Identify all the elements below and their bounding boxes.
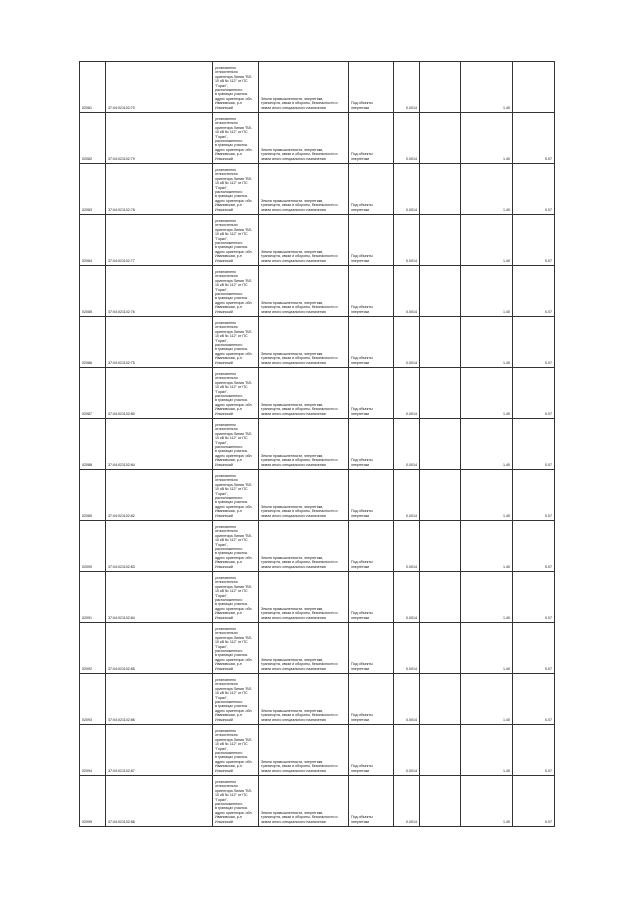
table-row [80,521,555,572]
tax-value-cell: 0.07 [513,368,555,419]
location-description-cell: установлено относительно ориентира Линия "ВЛ- 10 кВ № 112" от ПС "Горки", расположенного в границах участка. адрес ориентира: обл. Ивановская, р-н Ильинский [213,572,259,623]
empty-value-cell [420,164,461,215]
table-row [80,419,555,470]
location-description-cell: установлено относительно ориентира Линия "ВЛ- 10 кВ № 112" от ПС "Горки", расположенного в границах участка. адрес ориентира: обл. Ивановская, р-н Ильинский [213,266,259,317]
table-row [80,674,555,725]
row-number-cell: 02087 [80,368,106,419]
rate-value-cell: 1.40 [461,674,513,725]
row-number-cell: 02092 [80,623,106,674]
location-description-cell: установлено относительно ориентира Линия "ВЛ- 10 кВ № 112" от ПС "Горки", расположенного в границах участка. адрес ориентира: обл. Ивановская, р-н Ильинский [213,674,259,725]
cadastral-number-cell: 37:04:021102:86 [106,674,213,725]
permitted-use-cell: Под объекты энергетики [349,215,394,266]
cadastral-number-cell: 37:04:021102:75 [106,317,213,368]
location-description-cell: установлено относительно ориентира Линия "ВЛ- 10 кВ № 112" от ПС "Горки", расположенного в границах участка. адрес ориентира: обл. Ивановская, р-н Ильинский [213,470,259,521]
cadastral-number-cell: 37:04:021102:88 [106,776,213,827]
rate-value-cell: 1.40 [461,368,513,419]
permitted-use-cell: Под объекты энергетики [349,113,394,164]
rate-value-cell: 1.40 [461,62,513,113]
rate-value-cell: 1.40 [461,419,513,470]
table-row [80,164,555,215]
tax-value-cell: 0.07 [513,470,555,521]
table-row [80,368,555,419]
location-description-cell: установлено относительно ориентира Линия "ВЛ- 10 кВ № 112" от ПС "Горки", расположенного в границах участка. адрес ориентира: обл. Ивановская, р-н Ильинский [213,368,259,419]
tax-value-cell: 0.07 [513,725,555,776]
empty-value-cell [420,215,461,266]
row-number-cell: 02084 [80,215,106,266]
land-category-cell: Земли промышленности, энергетики, транспорта, связи и обороны, безопасности и земли иного специального назначения [259,572,349,623]
area-value-cell: 0.0014 [394,113,420,164]
location-description-cell: установлено относительно ориентира Линия "ВЛ- 10 кВ № 112" от ПС "Горки", расположенного в границах участка. адрес ориентира: обл. Ивановская, р-н Ильинский [213,725,259,776]
area-value-cell: 0.0014 [394,725,420,776]
rate-value-cell: 1.40 [461,776,513,827]
area-value-cell: 0.0014 [394,572,420,623]
tax-value-cell: 0.07 [513,572,555,623]
tax-value-cell: 0.07 [513,776,555,827]
tax-value-cell: 0.07 [513,317,555,368]
permitted-use-cell: Под объекты энергетики [349,776,394,827]
cadastral-number-cell: 37:04:021102:85 [106,623,213,674]
row-number-cell: 02089 [80,470,106,521]
permitted-use-cell: Под объекты энергетики [349,266,394,317]
tax-value-cell: 0.07 [513,419,555,470]
land-category-cell: Земли промышленности, энергетики, транспорта, связи и обороны, безопасности и земли иного специального назначения [259,266,349,317]
table-row [80,572,555,623]
location-description-cell: установлено относительно ориентира Линия "ВЛ- 10 кВ № 112" от ПС "Горки", расположенного в границах участка. адрес ориентира: обл. Ивановская, р-н Ильинский [213,623,259,674]
land-category-cell: Земли промышленности, энергетики, транспорта, связи и обороны, безопасности и земли иного специального назначения [259,164,349,215]
land-category-cell: Земли промышленности, энергетики, транспорта, связи и обороны, безопасности и земли иного специального назначения [259,419,349,470]
rate-value-cell: 1.40 [461,521,513,572]
permitted-use-cell: Под объекты энергетики [349,521,394,572]
row-number-cell: 02095 [80,776,106,827]
table-row [80,215,555,266]
rate-value-cell: 1.40 [461,470,513,521]
land-category-cell: Земли промышленности, энергетики, транспорта, связи и обороны, безопасности и земли иного специального назначения [259,368,349,419]
location-description-cell: установлено относительно ориентира Линия "ВЛ- 10 кВ № 112" от ПС "Горки", расположенного в границах участка. адрес ориентира: обл. Ивановская, р-н Ильинский [213,113,259,164]
row-number-cell: 02093 [80,674,106,725]
permitted-use-cell: Под объекты энергетики [349,164,394,215]
permitted-use-cell: Под объекты энергетики [349,674,394,725]
empty-value-cell [420,623,461,674]
area-value-cell: 0.0014 [394,776,420,827]
table-row [80,776,555,827]
land-category-cell: Земли промышленности, энергетики, транспорта, связи и обороны, безопасности и земли иного специального назначения [259,215,349,266]
permitted-use-cell: Под объекты энергетики [349,725,394,776]
location-description-cell: установлено относительно ориентира Линия "ВЛ- 10 кВ № 112" от ПС "Горки", расположенного в границах участка. адрес ориентира: обл. Ивановская, р-н Ильинский [213,521,259,572]
row-number-cell: 02086 [80,317,106,368]
location-description-cell: установлено относительно ориентира Линия "ВЛ- 10 кВ № 112" от ПС "Горки", расположенного в границах участка. адрес ориентира: обл. Ивановская, р-н Ильинский [213,62,259,113]
empty-value-cell [420,317,461,368]
empty-value-cell [420,674,461,725]
land-category-cell: Земли промышленности, энергетики, транспорта, связи и обороны, безопасности и земли иного специального назначения [259,776,349,827]
tax-value-cell: 0.07 [513,674,555,725]
land-category-cell: Земли промышленности, энергетики, транспорта, связи и обороны, безопасности и земли иного специального назначения [259,113,349,164]
cadastral-number-cell: 37:04:021102:77 [106,215,213,266]
table-row [80,266,555,317]
table-row [80,62,555,113]
cadastral-number-cell: 37:04:021102:82 [106,470,213,521]
empty-value-cell [420,368,461,419]
land-category-cell: Земли промышленности, энергетики, транспорта, связи и обороны, безопасности и земли иного специального назначения [259,470,349,521]
land-category-cell: Земли промышленности, энергетики, транспорта, связи и обороны, безопасности и земли иного специального назначения [259,623,349,674]
area-value-cell: 0.0014 [394,521,420,572]
cadastral-number-cell: 37:04:021102:83 [106,521,213,572]
cadastral-number-cell: 37:04:021102:76 [106,266,213,317]
area-value-cell: 0.0014 [394,674,420,725]
table-row [80,470,555,521]
row-number-cell: 02090 [80,521,106,572]
row-number-cell: 02082 [80,113,106,164]
rate-value-cell: 1.40 [461,164,513,215]
empty-value-cell [420,470,461,521]
row-number-cell: 02094 [80,725,106,776]
row-number-cell: 02083 [80,164,106,215]
area-value-cell: 0.0014 [394,623,420,674]
area-value-cell: 0.0014 [394,368,420,419]
row-number-cell: 02088 [80,419,106,470]
area-value-cell: 0.0014 [394,470,420,521]
permitted-use-cell: Под объекты энергетики [349,470,394,521]
location-description-cell: установлено относительно ориентира Линия "ВЛ- 10 кВ № 112" от ПС "Горки", расположенного в границах участка. адрес ориентира: обл. Ивановская, р-н Ильинский [213,419,259,470]
location-description-cell: установлено относительно ориентира Линия "ВЛ- 10 кВ № 112" от ПС "Горки", расположенного в границах участка. адрес ориентира: обл. Ивановская, р-н Ильинский [213,164,259,215]
tax-value-cell [513,62,555,113]
rate-value-cell: 1.40 [461,215,513,266]
location-description-cell: установлено относительно ориентира Линия "ВЛ- 10 кВ № 112" от ПС "Горки", расположенного в границах участка. адрес ориентира: обл. Ивановская, р-н Ильинский [213,776,259,827]
area-value-cell: 0.0014 [394,317,420,368]
permitted-use-cell: Под объекты энергетики [349,62,394,113]
table-row [80,623,555,674]
permitted-use-cell: Под объекты энергетики [349,623,394,674]
rate-value-cell: 1.40 [461,317,513,368]
cadastral-number-cell: 37:04:021102:70 [106,62,213,113]
cadastral-number-cell: 37:04:021102:84 [106,419,213,470]
tax-value-cell: 0.07 [513,266,555,317]
land-category-cell: Земли промышленности, энергетики, транспорта, связи и обороны, безопасности и земли иного специального назначения [259,725,349,776]
tax-value-cell: 0.07 [513,164,555,215]
empty-value-cell [420,419,461,470]
rate-value-cell: 1.40 [461,266,513,317]
tax-value-cell: 0.07 [513,521,555,572]
table-row [80,113,555,164]
row-number-cell: 02085 [80,266,106,317]
table-row [80,317,555,368]
table-row [80,725,555,776]
cadastral-number-cell: 37:04:021102:79 [106,113,213,164]
area-value-cell: 0.0014 [394,266,420,317]
empty-value-cell [420,776,461,827]
land-category-cell: Земли промышленности, энергетики, транспорта, связи и обороны, безопасности и земли иного специального назначения [259,674,349,725]
row-number-cell: 02091 [80,572,106,623]
cadastral-number-cell: 37:04:021102:84 [106,572,213,623]
land-category-cell: Земли промышленности, энергетики, транспорта, связи и обороны, безопасности и земли иного специального назначения [259,62,349,113]
rate-value-cell: 1.40 [461,113,513,164]
empty-value-cell [420,266,461,317]
table-body [80,62,555,827]
permitted-use-cell: Под объекты энергетики [349,368,394,419]
location-description-cell: установлено относительно ориентира Линия "ВЛ- 10 кВ № 112" от ПС "Горки", расположенного в границах участка. адрес ориентира: обл. Ивановская, р-н Ильинский [213,317,259,368]
tax-value-cell: 0.07 [513,113,555,164]
permitted-use-cell: Под объекты энергетики [349,419,394,470]
row-number-cell: 02081 [80,62,106,113]
cadastral-number-cell: 37:04:021102:80 [106,368,213,419]
tax-value-cell: 0.07 [513,215,555,266]
empty-value-cell [420,62,461,113]
permitted-use-cell: Под объекты энергетики [349,572,394,623]
rate-value-cell: 1.40 [461,572,513,623]
empty-value-cell [420,572,461,623]
cadastral-number-cell: 37:04:021102:87 [106,725,213,776]
tax-value-cell: 0.07 [513,623,555,674]
land-category-cell: Земли промышленности, энергетики, транспорта, связи и обороны, безопасности и земли иного специального назначения [259,521,349,572]
location-description-cell: установлено относительно ориентира Линия "ВЛ- 10 кВ № 112" от ПС "Горки", расположенного в границах участка. адрес ориентира: обл. Ивановская, р-н Ильинский [213,215,259,266]
area-value-cell: 0.0014 [394,164,420,215]
empty-value-cell [420,521,461,572]
cadastral-number-cell: 37:04:021102:78 [106,164,213,215]
empty-value-cell [420,725,461,776]
permitted-use-cell: Под объекты энергетики [349,317,394,368]
rate-value-cell: 1.40 [461,725,513,776]
empty-value-cell [420,113,461,164]
land-category-cell: Земли промышленности, энергетики, транспорта, связи и обороны, безопасности и земли иного специального назначения [259,317,349,368]
area-value-cell: 0.0014 [394,215,420,266]
area-value-cell: 0.0014 [394,62,420,113]
land-register-table [79,61,555,827]
rate-value-cell: 1.40 [461,623,513,674]
area-value-cell: 0.0014 [394,419,420,470]
